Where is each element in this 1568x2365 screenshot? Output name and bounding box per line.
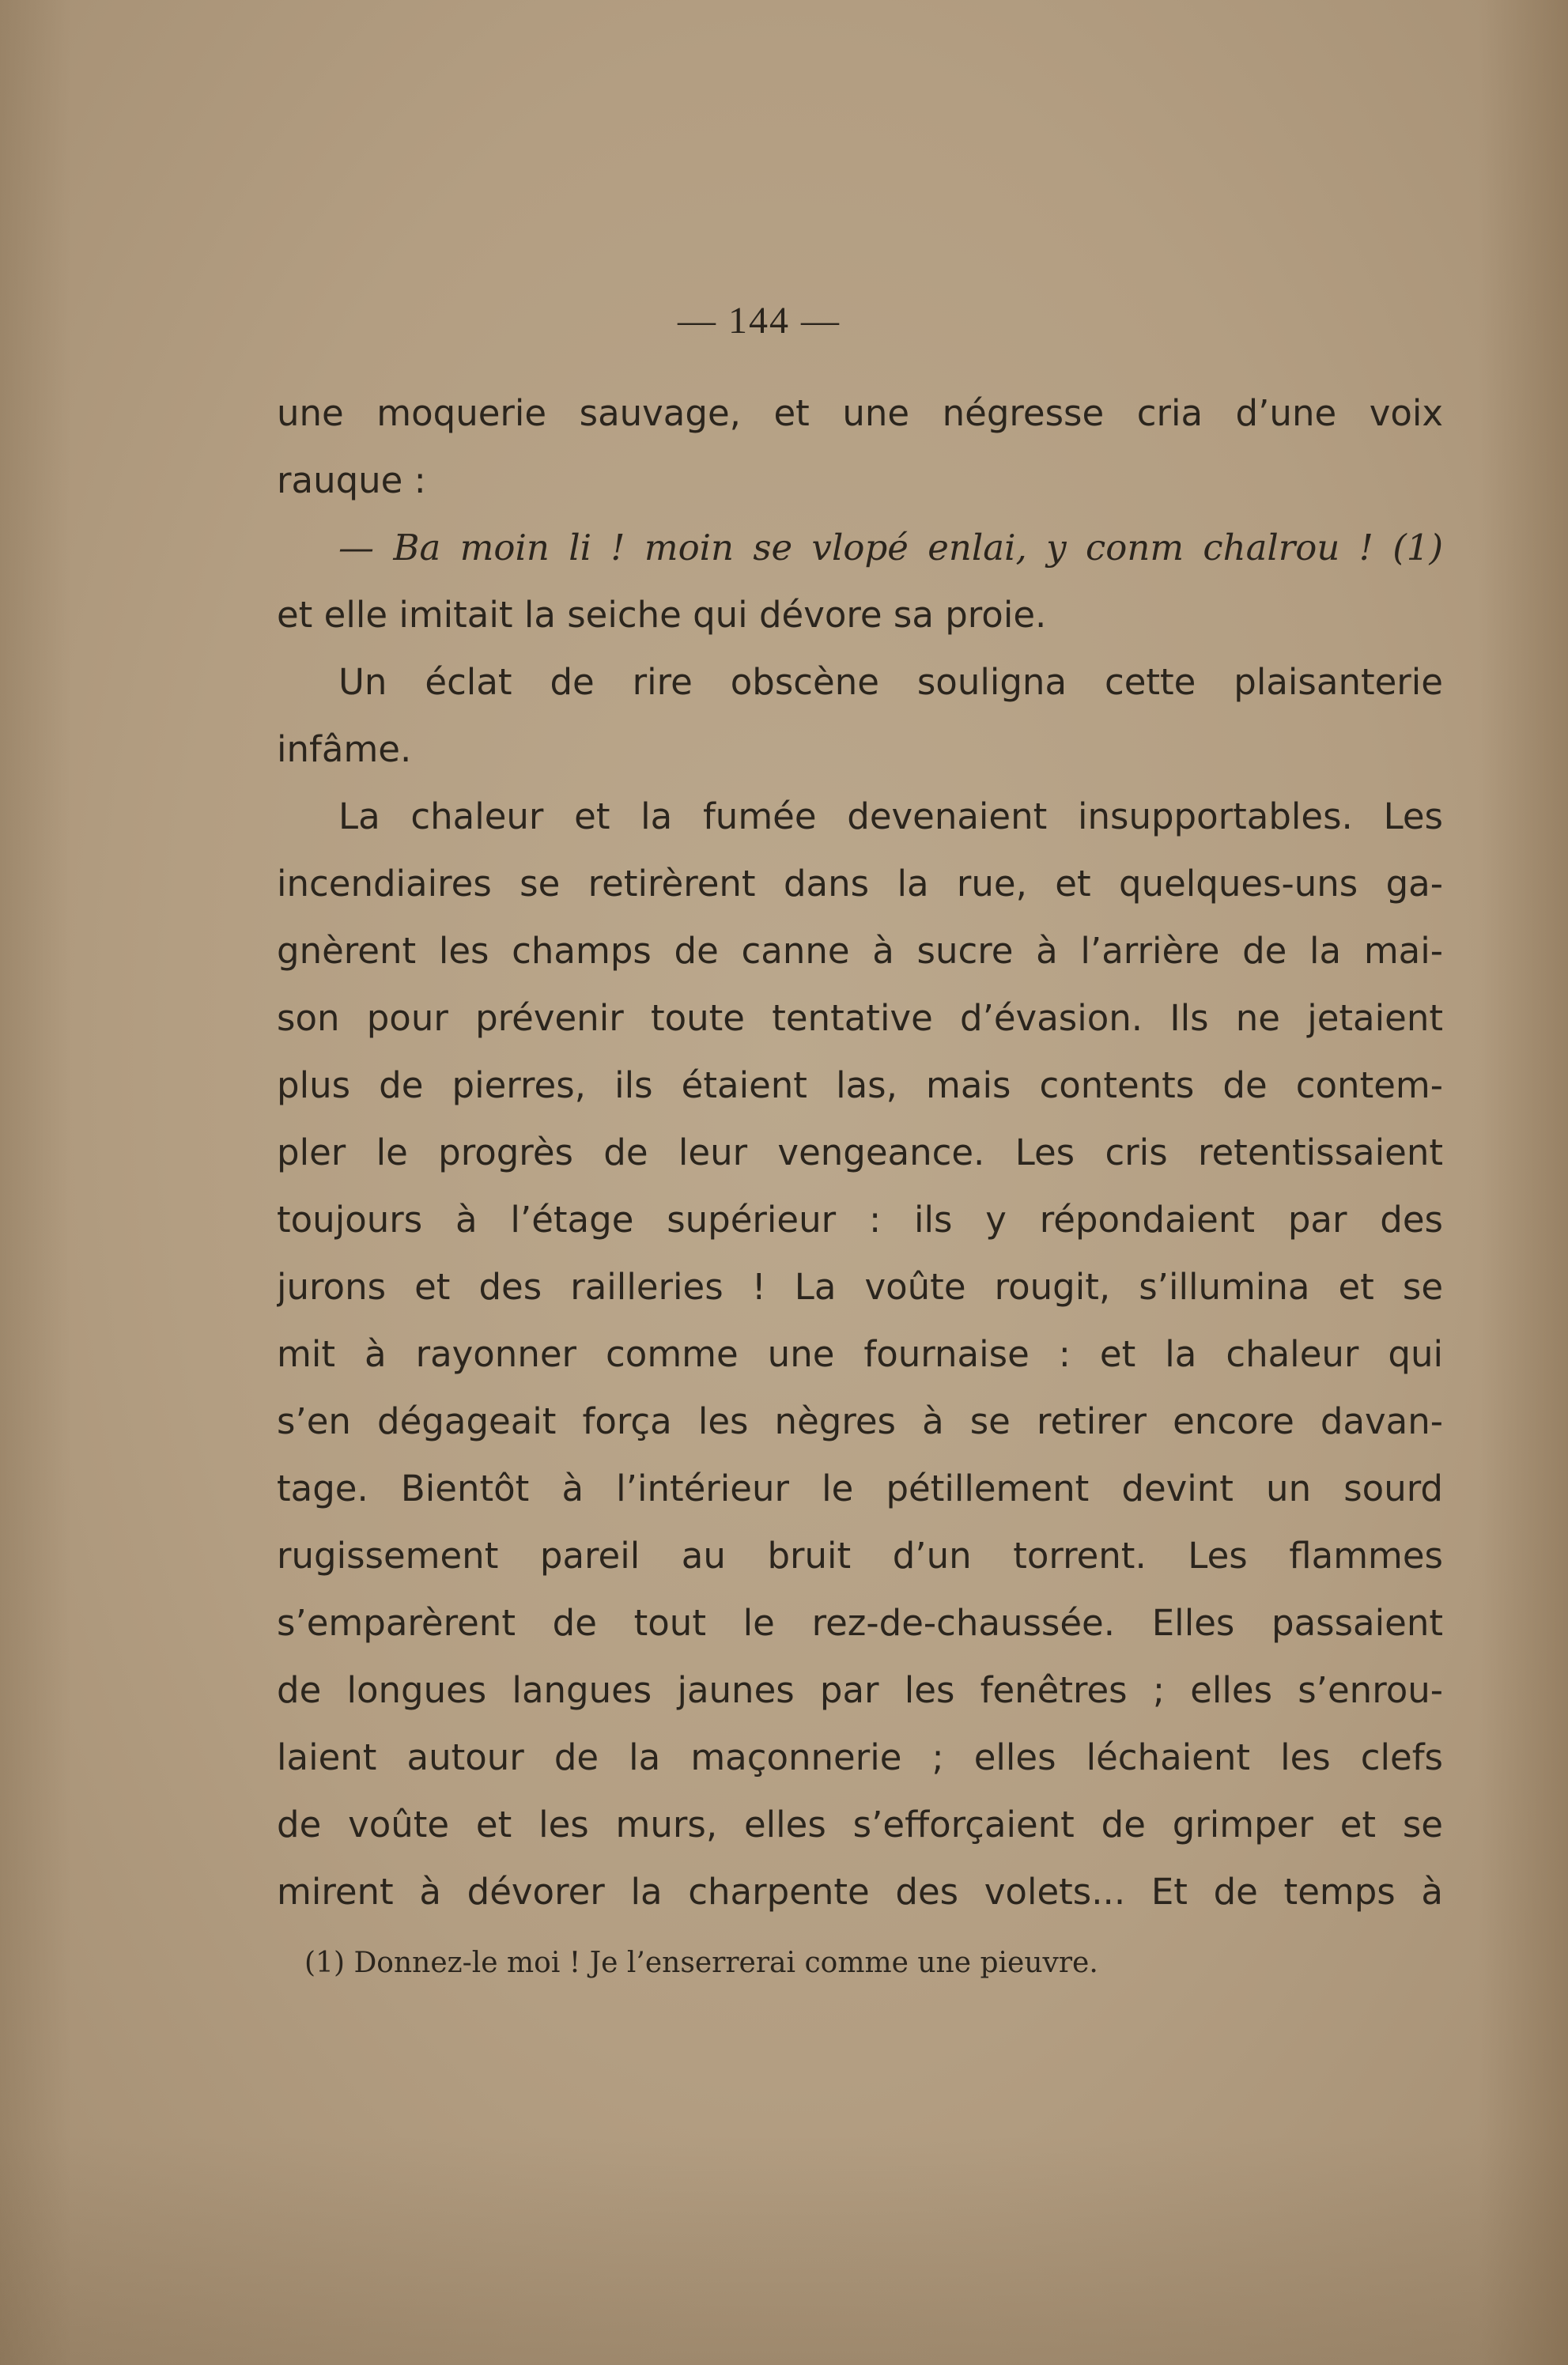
text-line: son pour prévenir toute tentative d’évasion. Ils ne jetaient [277, 997, 1443, 1039]
text-line: et elle imitait la seiche qui dévore sa proie. [277, 594, 1047, 636]
text-line: mirent à dévorer la charpente des volets... Et de temps à [277, 1871, 1443, 1913]
text-line: jurons et des railleries ! La voûte rougit, s’illumina et se [277, 1266, 1443, 1308]
text-line: s’emparèrent de tout le rez-de-chaussée. Elles passaient [277, 1602, 1443, 1644]
page-edge-shadow-bottom [0, 2135, 1568, 2365]
text-line: Un éclat de rire obscène souligna cette plaisanterie [338, 661, 1443, 703]
text-line: rauque : [277, 459, 426, 501]
page-edge-shadow-right [1479, 0, 1568, 2365]
text-line: s’en dégageait força les nègres à se retirer encore davan- [277, 1400, 1443, 1442]
text-line: infâme. [277, 728, 412, 770]
footnote: (1) Donnez-le moi ! Je l’enserrerai comme une pieuvre. [304, 1947, 1098, 1979]
text-line: rugissement pareil au bruit d’un torrent. Les flammes [277, 1535, 1443, 1577]
text-line: gnèrent les champs de canne à sucre à l’arrière de la mai- [277, 930, 1443, 972]
text-line: de voûte et les murs, elles s’efforçaient de grimper et se [277, 1804, 1443, 1846]
text-line: une moquerie sauvage, et une négresse cria d’une voix [277, 392, 1443, 434]
text-line: La chaleur et la fumée devenaient insupportables. Les [338, 795, 1443, 837]
quoted-speech-line: — Ba moin li ! moin se vlopé enlai, y conm chalrou ! (1) [338, 527, 1443, 569]
text-line: de longues langues jaunes par les fenêtres ; elles s’enrou- [277, 1669, 1443, 1711]
text-line: pler le progrès de leur vengeance. Les cris retentissaient [277, 1131, 1443, 1173]
text-line: plus de pierres, ils étaient las, mais contents de contem- [277, 1064, 1443, 1106]
body-text [277, 380, 1443, 1925]
page-number: — 144 — [678, 300, 841, 342]
text-line: incendiaires se retirèrent dans la rue, et quelques-uns ga- [277, 863, 1443, 905]
text-line: laient autour de la maçonnerie ; elles léchaient les clefs [277, 1736, 1443, 1778]
text-line: mit à rayonner comme une fournaise : et la chaleur qui [277, 1333, 1443, 1375]
text-line: toujours à l’étage supérieur : ils y répondaient par des [277, 1199, 1443, 1241]
page-edge-shadow-left [0, 0, 71, 2365]
text-line: tage. Bientôt à l’intérieur le pétillement devint un sourd [277, 1468, 1443, 1509]
